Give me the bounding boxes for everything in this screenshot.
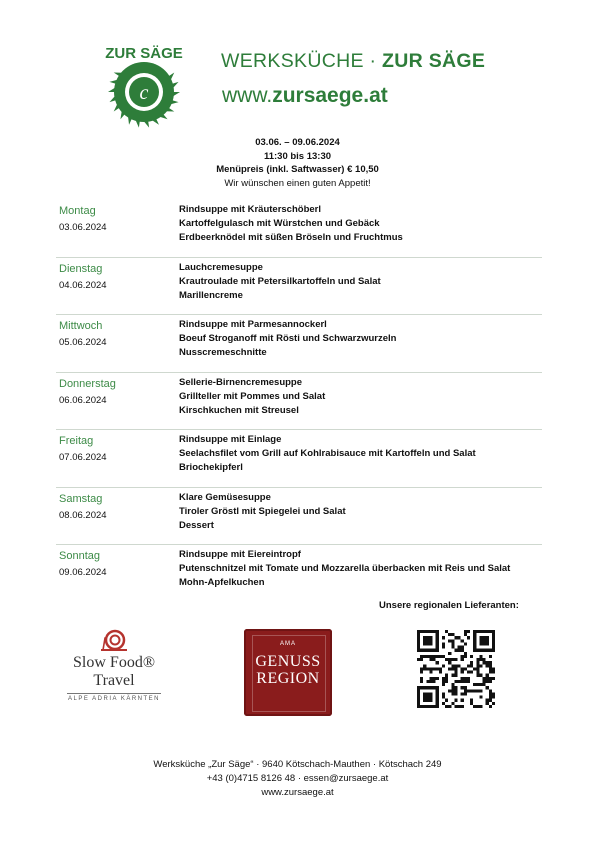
- dish-main: Krautroulade mit Petersilkartoffeln und Salat: [179, 275, 381, 287]
- day-row: [56, 429, 542, 487]
- footer: [0, 758, 595, 800]
- day-date: 08.06.2024: [59, 509, 107, 521]
- footer-contact: +43 (0)4715 8126 48 · essen@zursaege.at: [206, 773, 389, 784]
- dish-main: Seelachsfilet vom Grill auf Kohlrabisauce mit Kartoffeln und Salat: [179, 448, 476, 459]
- day-date: 09.06.2024: [59, 567, 107, 578]
- dish-dessert: Dessert: [179, 519, 214, 531]
- dish-dessert: Briochekipferl: [179, 462, 243, 473]
- ama-frame: [252, 635, 326, 712]
- day-name: Donnerstag: [59, 377, 116, 390]
- dish-soup: Lauchcremesuppe: [179, 261, 263, 273]
- dish-soup: Klare Gemüsesuppe: [179, 491, 271, 503]
- svg-text:c: c: [139, 82, 149, 104]
- dish-dessert: Nusscremeschnitte: [179, 347, 267, 358]
- menu-price: Menüpreis (inkl. Saftwasser) € 10,50: [216, 164, 379, 175]
- dish-main: Putenschnitzel mit Tomate und Mozzarella überbacken mit Reis und Salat: [179, 563, 511, 574]
- day-name: Mittwoch: [59, 320, 103, 332]
- day-name: Freitag: [59, 435, 94, 447]
- day-row: [56, 544, 542, 602]
- brand-url: [222, 84, 388, 108]
- dish-main: Boeuf Stroganoff mit Rösti und Schwarzwurzeln: [179, 333, 397, 344]
- dish-soup: Rindsuppe mit Eiereintropf: [179, 549, 301, 560]
- logo-text: ZUR SÄGE: [105, 45, 183, 62]
- slow-food-name: Slow Food®: [73, 654, 155, 671]
- brand-title-regular: WERKSKÜCHE ·: [221, 50, 382, 72]
- day-name: Samstag: [59, 492, 103, 505]
- dish-soup: Rindsuppe mit Einlage: [179, 434, 282, 445]
- snail-icon: [99, 628, 129, 652]
- day-row: [56, 200, 542, 257]
- slow-food-travel-logo: [64, 626, 164, 716]
- qr-code-icon: [417, 630, 495, 708]
- dish-dessert: Erdbeerknödel mit süßen Bröseln und Fruchtmus: [179, 232, 403, 243]
- day-row: [56, 314, 542, 372]
- zur-saege-logo: [96, 38, 192, 134]
- brand-url-regular: www.: [222, 84, 273, 107]
- slow-food-travel: Travel: [93, 672, 135, 689]
- day-date: 05.06.2024: [59, 337, 107, 348]
- dish-list: [179, 376, 325, 418]
- dish-list: [179, 203, 403, 245]
- day-name: Dienstag: [59, 262, 103, 275]
- divider: [67, 693, 161, 694]
- menu-dates: 03.06. – 09.06.2024: [255, 137, 340, 148]
- ama-genuss-region-logo: [244, 629, 332, 716]
- dish-list: [179, 433, 476, 475]
- dish-dessert: Mohn-Apfelkuchen: [179, 577, 265, 588]
- day-row: [56, 372, 542, 430]
- menu-time: 11:30 bis 13:30: [263, 150, 332, 162]
- dish-dessert: Marillencreme: [179, 289, 243, 301]
- dish-list: [179, 491, 346, 533]
- dish-dessert: Kirschkuchen mit Streusel: [179, 404, 299, 416]
- ama-region: REGION: [256, 670, 320, 687]
- day-row: [56, 487, 542, 545]
- dish-main: Tiroler Gröstl mit Spiegelei und Salat: [179, 505, 346, 517]
- weekly-menu: [56, 200, 542, 602]
- menu-info: [0, 136, 595, 190]
- brand-title: [221, 50, 485, 73]
- day-date: 06.06.2024: [59, 394, 107, 406]
- dish-list: [179, 548, 510, 590]
- dish-list: [179, 261, 381, 303]
- brand-url-bold: zursaege.at: [272, 84, 388, 107]
- dish-soup: Rindsuppe mit Kräuterschöberl: [179, 204, 321, 215]
- suppliers-title: Unsere regionalen Lieferanten:: [379, 600, 519, 611]
- day-name: Sonntag: [59, 550, 100, 562]
- dish-main: Kartoffelgulasch mit Würstchen und Gebäck: [179, 218, 380, 229]
- dish-list: [179, 318, 396, 360]
- day-date: 07.06.2024: [59, 452, 107, 463]
- menu-greeting: Wir wünschen einen guten Appetit!: [224, 177, 371, 189]
- brand-title-bold: ZUR SÄGE: [382, 50, 486, 72]
- day-name: Montag: [59, 205, 96, 217]
- footer-address: Werksküche „Zur Säge“ · 9640 Kötschach-Mauthen · Kötschach 249: [153, 759, 442, 770]
- dish-main: Grillteller mit Pommes und Salat: [179, 390, 326, 402]
- ama-label: AMA: [279, 641, 296, 647]
- day-date: 04.06.2024: [59, 279, 107, 291]
- dish-soup: Sellerie-Birnencremesuppe: [179, 376, 303, 388]
- day-date: 03.06.2024: [59, 222, 107, 233]
- slow-food-region: ALPE ADRIA KÄRNTEN: [67, 696, 161, 702]
- dish-soup: Rindsuppe mit Parmesannockerl: [179, 319, 327, 330]
- day-row: [56, 257, 542, 315]
- footer-website: www.zursaege.at: [261, 787, 334, 798]
- ama-genuss: GENUSS: [255, 653, 321, 670]
